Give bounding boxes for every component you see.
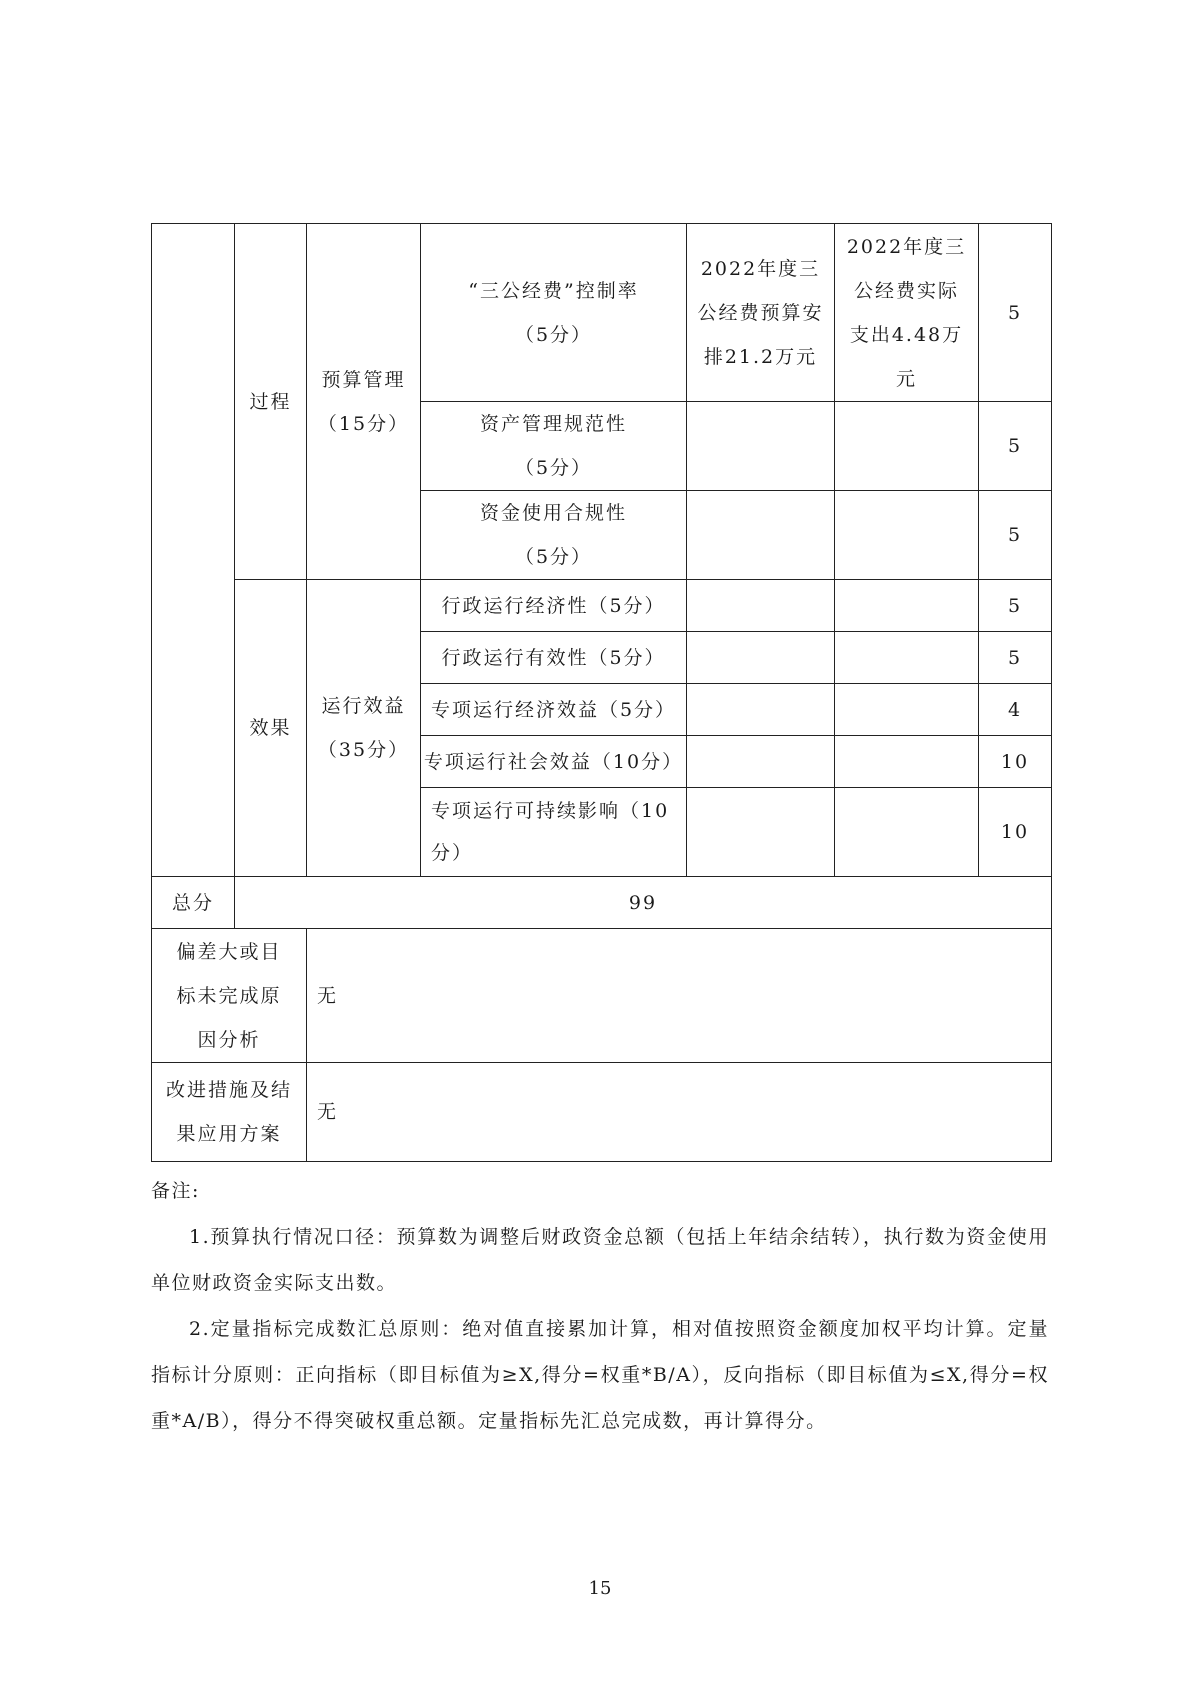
indicator-points: （5分）	[514, 457, 593, 479]
subdimension-points: （35分）	[317, 739, 410, 761]
score-cell: 5	[979, 491, 1052, 580]
total-label: 总分	[152, 877, 235, 929]
subdimension-label: 预算管理	[321, 368, 406, 391]
target-cell	[687, 788, 835, 877]
target-cell	[687, 402, 835, 491]
improvement-value: 无	[307, 1063, 1052, 1162]
note-item: 2.定量指标完成数汇总原则：绝对值直接累加计算，相对值按照资金额度加权平均计算。定量指标计分原则：正向指标（即目标值为≥X,得分=权重*B/A），反向指标（即目标值为≤X,得分=权重*A/B），得分不得突破权重总额。定量指标先汇总完成数，再计算得分。	[151, 1318, 1049, 1432]
indicator-name: 行政运行有效性（5分）	[421, 632, 687, 684]
note-item: 1.预算执行情况口径：预算数为调整后财政资金总额（包括上年结余结转），执行数为资金使用单位财政资金实际支出数。	[151, 1226, 1049, 1294]
score-cell: 5	[979, 224, 1052, 402]
actual-cell	[835, 632, 979, 684]
improvement-label: 改进措施及结果应用方案	[152, 1063, 307, 1162]
indicator-cell	[421, 491, 687, 580]
target-cell	[687, 491, 835, 580]
actual-cell	[835, 402, 979, 491]
actual-cell	[835, 491, 979, 580]
indicator-name: 专项运行可持续影响（10分）	[421, 788, 687, 877]
indicator-name: 专项运行社会效益（10分）	[421, 736, 687, 788]
score-cell: 5	[979, 402, 1052, 491]
actual-cell	[835, 736, 979, 788]
notes-heading: 备注:	[151, 1180, 200, 1202]
subdimension-points: （15分）	[317, 412, 410, 435]
evaluation-table	[151, 223, 1052, 1162]
deviation-label: 偏差大或目标未完成原因分析	[152, 929, 307, 1063]
notes-section	[151, 1168, 1049, 1444]
indicator-cell	[421, 224, 687, 402]
target-cell: 2022年度三公经费预算安排21.2万元	[687, 224, 835, 402]
indicator-points: （5分）	[514, 546, 593, 568]
dimension-process: 过程	[235, 224, 307, 580]
actual-cell: 2022年度三公经费实际支出4.48万元	[835, 224, 979, 402]
indicator-cell	[421, 402, 687, 491]
score-cell: 5	[979, 580, 1052, 632]
indicator-name: 专项运行经济效益（5分）	[421, 684, 687, 736]
score-cell: 10	[979, 788, 1052, 877]
indicator-name: 资产管理规范性	[479, 413, 627, 435]
target-cell	[687, 632, 835, 684]
subdimension-budget-management	[307, 224, 421, 580]
subdimension-operation-benefit	[307, 580, 421, 877]
actual-cell	[835, 684, 979, 736]
score-cell: 10	[979, 736, 1052, 788]
target-cell	[687, 684, 835, 736]
subdimension-label: 运行效益	[321, 695, 406, 717]
score-cell: 4	[979, 684, 1052, 736]
indicator-name: “三公经费”控制率	[468, 279, 639, 302]
page-number: 15	[588, 1578, 612, 1599]
indicator-name: 资金使用合规性	[479, 502, 627, 524]
deviation-value: 无	[307, 929, 1052, 1063]
dimension-effect: 效果	[235, 580, 307, 877]
total-value: 99	[235, 877, 1052, 929]
actual-cell	[835, 788, 979, 877]
category-cell-blank	[152, 224, 235, 877]
actual-cell	[835, 580, 979, 632]
indicator-points: （5分）	[514, 323, 593, 346]
indicator-name: 行政运行经济性（5分）	[421, 580, 687, 632]
target-cell	[687, 580, 835, 632]
score-cell: 5	[979, 632, 1052, 684]
target-cell	[687, 736, 835, 788]
